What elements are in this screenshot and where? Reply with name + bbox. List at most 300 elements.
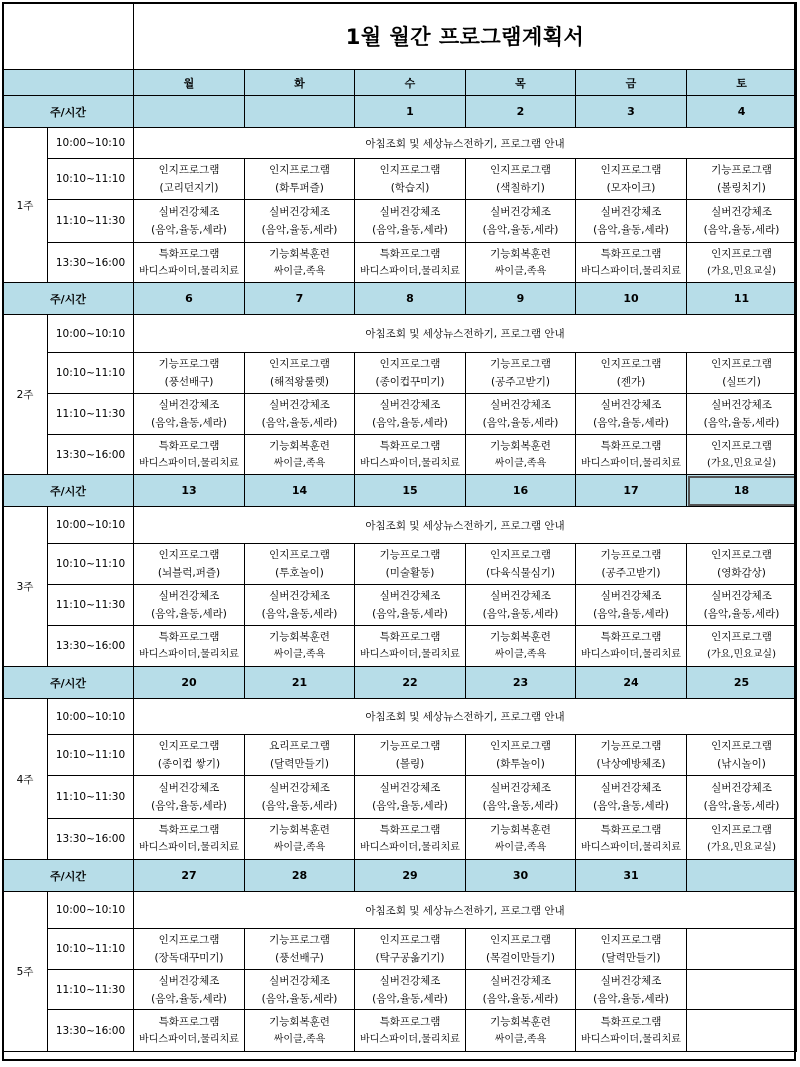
program-name: 기능회복훈련 <box>490 1015 551 1028</box>
title-corner <box>3 3 134 70</box>
program-detail: (학습지) <box>390 182 430 194</box>
program-cell[interactable] <box>576 626 687 667</box>
program-name: 인지프로그램 <box>379 358 441 370</box>
date-cell[interactable]: 7 <box>245 283 355 315</box>
program-detail: 싸이클,족욕 <box>273 842 326 853</box>
program-cell[interactable] <box>134 1010 245 1052</box>
program-cell[interactable] <box>355 243 466 283</box>
program-cell[interactable] <box>355 819 466 860</box>
time-slot: 10:10~11:10 <box>48 735 134 776</box>
time-slot: 10:00~10:10 <box>48 507 134 544</box>
program-cell[interactable] <box>134 353 245 394</box>
program-detail: 싸이클,족욕 <box>494 842 547 853</box>
program-cell[interactable] <box>355 929 466 970</box>
program-detail: (음악,율동,세라) <box>372 224 448 236</box>
program-name: 실버건강체조 <box>490 974 551 987</box>
date-cell[interactable]: 22 <box>355 667 466 699</box>
week-time-label: 주/시간 <box>3 96 134 128</box>
date-cell[interactable]: 27 <box>134 860 245 892</box>
morning-program: 아침조회 및 세상뉴스전하기, 프로그램 안내 <box>134 507 797 544</box>
program-name: 기능프로그램 <box>490 358 551 370</box>
program-detail: 싸이클,족욕 <box>273 649 326 660</box>
program-detail: (음악,율동,세라) <box>151 608 227 620</box>
time-slot: 11:10~11:30 <box>48 394 134 435</box>
program-cell[interactable] <box>576 243 687 283</box>
program-cell[interactable] <box>687 970 797 1010</box>
program-detail: (음악,율동,세라) <box>372 992 448 1005</box>
program-name: 인지프로그램 <box>490 549 551 561</box>
program-detail: (음악,율동,세라) <box>593 800 669 812</box>
program-name: 실버건강체조 <box>269 206 330 218</box>
program-detail: (음악,율동,세라) <box>703 417 780 429</box>
day-header: 토 <box>687 70 797 96</box>
program-name: 인지프로그램 <box>490 934 551 946</box>
program-detail: (음악,율동,세라) <box>261 992 338 1005</box>
program-name: 실버건강체조 <box>158 399 220 411</box>
program-detail: (가요,민요교실) <box>707 265 776 277</box>
program-cell[interactable] <box>245 735 355 776</box>
program-detail: (공주고받기) <box>601 567 661 579</box>
program-cell[interactable] <box>466 435 576 475</box>
program-name: 실버건강체조 <box>379 590 441 602</box>
program-detail: 싸이클,족욕 <box>273 265 326 277</box>
program-name: 실버건강체조 <box>158 206 220 218</box>
program-name: 실버건강체조 <box>158 590 220 602</box>
program-detail: (젠가) <box>616 376 646 388</box>
program-detail: (음악,율동,세라) <box>151 992 227 1005</box>
page-title: 1월 월간 프로그램계획서 <box>134 3 797 70</box>
program-cell[interactable] <box>134 776 245 819</box>
program-name: 인지프로그램 <box>711 740 772 752</box>
program-cell[interactable] <box>687 819 797 860</box>
program-name: 기능프로그램 <box>711 164 772 176</box>
program-name: 기능회복훈련 <box>269 631 330 643</box>
program-detail: (미술활동) <box>385 567 435 579</box>
program-name: 실버건강체조 <box>158 974 220 987</box>
program-detail: (색칠하기) <box>496 182 545 194</box>
program-name: 특화프로그램 <box>379 439 441 452</box>
program-detail: 싸이클,족욕 <box>494 649 547 660</box>
program-cell[interactable] <box>687 776 797 819</box>
program-detail: (음악,율동,세라) <box>261 800 338 812</box>
program-cell[interactable] <box>134 819 245 860</box>
time-slot: 10:00~10:10 <box>48 128 134 159</box>
date-cell[interactable]: 21 <box>245 667 355 699</box>
program-detail: 바디스파이더,물리치료 <box>360 265 460 277</box>
time-slot: 11:10~11:30 <box>48 200 134 243</box>
program-name: 기능회복훈련 <box>269 824 330 836</box>
date-cell[interactable]: 3 <box>576 96 687 128</box>
program-cell[interactable] <box>466 970 576 1010</box>
date-cell[interactable]: 20 <box>134 667 245 699</box>
program-cell[interactable] <box>576 544 687 585</box>
program-cell[interactable] <box>576 970 687 1010</box>
program-cell[interactable] <box>245 626 355 667</box>
program-detail: (음악,율동,세라) <box>482 224 559 236</box>
program-name: 실버건강체조 <box>490 590 551 602</box>
program-cell[interactable] <box>687 435 797 475</box>
date-cell[interactable]: 14 <box>245 475 355 507</box>
program-name: 실버건강체조 <box>711 590 772 602</box>
program-cell[interactable] <box>576 200 687 243</box>
program-cell[interactable] <box>245 776 355 819</box>
time-slot: 10:00~10:10 <box>48 699 134 735</box>
program-name: 기능프로그램 <box>158 358 220 370</box>
program-detail: 바디스파이더,물리치료 <box>581 265 681 277</box>
program-name: 특화프로그램 <box>379 824 441 836</box>
program-name: 기능프로그램 <box>379 740 441 752</box>
program-detail: (볼링) <box>395 758 425 770</box>
date-cell[interactable]: 11 <box>687 283 797 315</box>
program-cell[interactable] <box>134 394 245 435</box>
program-name: 특화프로그램 <box>379 247 441 260</box>
day-header: 금 <box>576 70 687 96</box>
program-detail: 바디스파이더,물리치료 <box>581 649 681 660</box>
program-detail: (음악,율동,세라) <box>261 417 338 429</box>
program-cell[interactable] <box>576 353 687 394</box>
program-name: 기능프로그램 <box>379 549 441 561</box>
program-detail: (뇌블럭,퍼즐) <box>157 567 221 579</box>
program-detail: (음악,율동,세라) <box>703 800 780 812</box>
program-cell[interactable] <box>355 159 466 200</box>
program-cell[interactable] <box>134 200 245 243</box>
program-cell[interactable] <box>245 929 355 970</box>
program-cell[interactable] <box>245 243 355 283</box>
program-cell[interactable] <box>355 394 466 435</box>
program-detail: (음악,율동,세라) <box>151 224 227 236</box>
program-cell[interactable] <box>245 1010 355 1052</box>
date-cell[interactable]: 24 <box>576 667 687 699</box>
date-cell[interactable]: 15 <box>355 475 466 507</box>
day-header: 화 <box>245 70 355 96</box>
program-cell[interactable] <box>134 435 245 475</box>
date-cell[interactable]: 30 <box>466 860 576 892</box>
program-cell[interactable] <box>687 735 797 776</box>
time-slot: 13:30~16:00 <box>48 626 134 667</box>
program-name: 실버건강체조 <box>379 782 441 794</box>
program-detail: 싸이클,족욕 <box>273 457 326 469</box>
program-name: 실버건강체조 <box>600 206 662 218</box>
program-cell[interactable] <box>466 776 576 819</box>
program-detail: (가요,민요교실) <box>707 649 776 660</box>
program-name: 기능회복훈련 <box>490 247 551 260</box>
time-slot: 13:30~16:00 <box>48 1010 134 1052</box>
program-detail: (음악,율동,세라) <box>261 224 338 236</box>
program-detail: 바디스파이더,물리치료 <box>139 1033 239 1045</box>
date-cell[interactable]: 6 <box>134 283 245 315</box>
time-slot: 10:00~10:10 <box>48 892 134 929</box>
program-detail: 바디스파이더,물리치료 <box>139 842 239 853</box>
program-name: 특화프로그램 <box>158 824 220 836</box>
date-cell[interactable]: 1 <box>355 96 466 128</box>
program-name: 인지프로그램 <box>158 740 220 752</box>
program-cell[interactable] <box>687 159 797 200</box>
program-cell[interactable] <box>134 735 245 776</box>
time-slot: 10:10~11:10 <box>48 544 134 585</box>
program-detail: (공주고받기) <box>491 376 550 388</box>
program-cell[interactable] <box>245 544 355 585</box>
program-cell[interactable] <box>466 735 576 776</box>
program-detail: (화투놀이) <box>496 758 545 770</box>
program-name: 특화프로그램 <box>158 247 220 260</box>
program-detail: (종이컵 쌓기) <box>157 758 221 770</box>
program-cell[interactable] <box>466 394 576 435</box>
program-cell[interactable] <box>245 353 355 394</box>
program-cell[interactable] <box>245 394 355 435</box>
program-detail: (음악,율동,세라) <box>703 608 780 620</box>
date-cell[interactable]: 4 <box>687 96 797 128</box>
program-name: 특화프로그램 <box>600 439 662 452</box>
program-name: 인지프로그램 <box>379 934 441 946</box>
program-name: 실버건강체조 <box>600 399 662 411</box>
program-cell[interactable] <box>687 626 797 667</box>
program-name: 인지프로그램 <box>600 934 662 946</box>
program-cell[interactable] <box>134 929 245 970</box>
program-name: 특화프로그램 <box>600 631 662 643</box>
program-detail: 바디스파이더,물리치료 <box>139 265 239 277</box>
program-detail: (화투퍼즐) <box>275 182 324 194</box>
program-name: 인지프로그램 <box>600 358 662 370</box>
program-detail: (풍선배구) <box>164 376 214 388</box>
program-cell[interactable] <box>687 585 797 626</box>
monthly-program-table <box>2 2 797 1052</box>
date-cell[interactable]: 17 <box>576 475 687 507</box>
program-detail: (목걸이만들기) <box>485 952 556 964</box>
date-cell[interactable]: 16 <box>466 475 576 507</box>
program-cell[interactable] <box>134 626 245 667</box>
program-detail: (고리던지기) <box>159 182 219 194</box>
program-cell[interactable] <box>466 929 576 970</box>
date-cell[interactable] <box>134 96 245 128</box>
time-slot: 10:10~11:10 <box>48 159 134 200</box>
program-cell[interactable] <box>687 243 797 283</box>
program-cell[interactable] <box>466 819 576 860</box>
program-name: 인지프로그램 <box>711 439 772 452</box>
time-slot: 10:10~11:10 <box>48 353 134 394</box>
program-cell[interactable] <box>687 353 797 394</box>
program-detail: (영화감상) <box>717 567 766 579</box>
date-cell[interactable] <box>687 860 797 892</box>
program-cell[interactable] <box>687 929 797 970</box>
program-detail: (낙상예방체조) <box>596 758 666 770</box>
program-cell[interactable] <box>466 353 576 394</box>
program-name: 실버건강체조 <box>379 974 441 987</box>
week-time-label: 주/시간 <box>3 283 134 315</box>
week-time-label: 주/시간 <box>3 475 134 507</box>
week-label: 5주 <box>3 892 48 1052</box>
morning-program: 아침조회 및 세상뉴스전하기, 프로그램 안내 <box>134 699 797 735</box>
program-cell[interactable] <box>134 970 245 1010</box>
program-cell[interactable] <box>576 735 687 776</box>
program-name: 실버건강체조 <box>711 782 772 794</box>
program-detail: 싸이클,족욕 <box>494 265 547 277</box>
program-name: 인지프로그램 <box>711 358 772 370</box>
program-detail: 싸이클,족욕 <box>494 457 547 469</box>
program-cell[interactable] <box>355 735 466 776</box>
program-detail: (해적왕룰렛) <box>270 376 329 388</box>
program-cell[interactable] <box>245 435 355 475</box>
program-cell[interactable] <box>245 970 355 1010</box>
program-cell[interactable] <box>576 819 687 860</box>
program-name: 기능프로그램 <box>600 740 662 752</box>
program-cell[interactable] <box>576 776 687 819</box>
date-cell[interactable]: 28 <box>245 860 355 892</box>
program-name: 실버건강체조 <box>379 206 441 218</box>
week-label: 1주 <box>3 128 48 283</box>
program-detail: (음악,율동,세라) <box>151 800 227 812</box>
day-header: 목 <box>466 70 576 96</box>
morning-program: 아침조회 및 세상뉴스전하기, 프로그램 안내 <box>134 128 797 159</box>
week-label: 4주 <box>3 699 48 860</box>
program-detail: 싸이클,족욕 <box>494 1033 547 1045</box>
program-cell[interactable] <box>466 544 576 585</box>
program-cell[interactable] <box>245 585 355 626</box>
program-cell[interactable] <box>576 1010 687 1052</box>
date-cell[interactable]: 2 <box>466 96 576 128</box>
date-cell[interactable]: 31 <box>576 860 687 892</box>
program-detail: (음악,율동,세라) <box>593 417 669 429</box>
program-detail: (탁구공옮기기) <box>375 952 445 964</box>
program-detail: 싸이클,족욕 <box>273 1033 326 1045</box>
program-detail: (음악,율동,세라) <box>482 417 559 429</box>
program-detail: 바디스파이더,물리치료 <box>360 842 460 853</box>
program-name: 특화프로그램 <box>158 1015 220 1028</box>
program-name: 인지프로그램 <box>158 934 220 946</box>
date-cell[interactable]: 23 <box>466 667 576 699</box>
program-cell[interactable] <box>466 243 576 283</box>
program-detail: (종이컵꾸미기) <box>375 376 445 388</box>
program-name: 인지프로그램 <box>269 549 330 561</box>
program-cell[interactable] <box>466 585 576 626</box>
program-cell[interactable] <box>355 353 466 394</box>
date-cell[interactable]: 8 <box>355 283 466 315</box>
program-cell[interactable] <box>355 776 466 819</box>
program-detail: (음악,율동,세라) <box>372 800 448 812</box>
program-name: 인지프로그램 <box>158 164 220 176</box>
program-cell[interactable] <box>687 544 797 585</box>
program-cell[interactable] <box>355 970 466 1010</box>
program-cell[interactable] <box>576 435 687 475</box>
program-cell[interactable] <box>576 394 687 435</box>
program-detail: (음악,율동,세라) <box>372 417 448 429</box>
program-name: 기능회복훈련 <box>490 631 551 643</box>
program-name: 기능회복훈련 <box>490 824 551 836</box>
program-cell[interactable] <box>134 159 245 200</box>
program-name: 요리프로그램 <box>269 740 330 752</box>
day-header: 월 <box>134 70 245 96</box>
program-detail: (음악,율동,세라) <box>593 992 669 1005</box>
program-name: 특화프로그램 <box>600 1015 662 1028</box>
date-cell[interactable]: 18 <box>687 475 797 507</box>
week-time-label: 주/시간 <box>3 667 134 699</box>
program-name: 특화프로그램 <box>379 1015 441 1028</box>
date-cell[interactable]: 10 <box>576 283 687 315</box>
program-name: 기능프로그램 <box>600 549 662 561</box>
program-detail: 바디스파이더,물리치료 <box>139 457 239 469</box>
program-detail: 바디스파이더,물리치료 <box>139 649 239 660</box>
program-cell[interactable] <box>355 200 466 243</box>
program-name: 특화프로그램 <box>600 824 662 836</box>
program-name: 기능회복훈련 <box>269 439 330 452</box>
program-cell[interactable] <box>245 159 355 200</box>
program-name: 인지프로그램 <box>711 549 772 561</box>
program-detail: (음악,율동,세라) <box>703 224 780 236</box>
date-cell[interactable]: 13 <box>134 475 245 507</box>
program-cell[interactable] <box>687 394 797 435</box>
program-cell[interactable] <box>245 200 355 243</box>
program-cell[interactable] <box>355 585 466 626</box>
week-label: 3주 <box>3 507 48 667</box>
program-cell[interactable] <box>576 159 687 200</box>
day-header: 수 <box>355 70 466 96</box>
program-cell[interactable] <box>355 1010 466 1052</box>
program-name: 실버건강체조 <box>379 399 441 411</box>
program-name: 실버건강체조 <box>600 782 662 794</box>
program-name: 실버건강체조 <box>269 590 330 602</box>
time-slot: 11:10~11:30 <box>48 970 134 1010</box>
program-cell[interactable] <box>687 200 797 243</box>
program-cell[interactable] <box>466 1010 576 1052</box>
program-detail: (달력만들기) <box>601 952 661 964</box>
program-name: 기능회복훈련 <box>269 247 330 260</box>
program-name: 실버건강체조 <box>600 974 662 987</box>
program-name: 특화프로그램 <box>600 247 662 260</box>
program-cell[interactable] <box>466 626 576 667</box>
program-name: 실버건강체조 <box>490 399 551 411</box>
date-cell[interactable]: 9 <box>466 283 576 315</box>
morning-program: 아침조회 및 세상뉴스전하기, 프로그램 안내 <box>134 315 797 353</box>
week-label: 2주 <box>3 315 48 475</box>
program-cell[interactable] <box>134 243 245 283</box>
program-name: 인지프로그램 <box>711 247 772 260</box>
date-cell[interactable]: 25 <box>687 667 797 699</box>
program-cell[interactable] <box>134 585 245 626</box>
program-name: 실버건강체조 <box>711 399 772 411</box>
program-cell[interactable] <box>576 585 687 626</box>
program-name: 특화프로그램 <box>158 439 220 452</box>
time-slot: 10:10~11:10 <box>48 929 134 970</box>
program-detail: (실뜨기) <box>722 376 761 388</box>
program-name: 실버건강체조 <box>269 974 330 987</box>
program-cell[interactable] <box>355 544 466 585</box>
program-cell[interactable] <box>466 200 576 243</box>
program-name: 인지프로그램 <box>600 164 662 176</box>
program-detail: (음악,율동,세라) <box>482 992 559 1005</box>
program-name: 실버건강체조 <box>711 206 772 218</box>
program-detail: (음악,율동,세라) <box>593 224 669 236</box>
program-cell[interactable] <box>134 544 245 585</box>
program-detail: (모자이크) <box>606 182 656 194</box>
program-name: 인지프로그램 <box>158 549 220 561</box>
program-name: 인지프로그램 <box>490 164 551 176</box>
program-detail: (풍선배구) <box>275 952 324 964</box>
program-cell[interactable] <box>687 1010 797 1052</box>
program-name: 실버건강체조 <box>269 782 330 794</box>
program-cell[interactable] <box>245 819 355 860</box>
date-cell[interactable]: 29 <box>355 860 466 892</box>
program-detail: (음악,율동,세라) <box>372 608 448 620</box>
program-cell[interactable] <box>466 159 576 200</box>
date-cell[interactable] <box>245 96 355 128</box>
morning-program: 아침조회 및 세상뉴스전하기, 프로그램 안내 <box>134 892 797 929</box>
program-cell[interactable] <box>355 435 466 475</box>
program-name: 기능회복훈련 <box>269 1015 330 1028</box>
time-slot: 13:30~16:00 <box>48 435 134 475</box>
program-detail: (낚시놀이) <box>717 758 766 770</box>
program-cell[interactable] <box>576 929 687 970</box>
program-cell[interactable] <box>355 626 466 667</box>
program-detail: 바디스파이더,물리치료 <box>581 1033 681 1045</box>
